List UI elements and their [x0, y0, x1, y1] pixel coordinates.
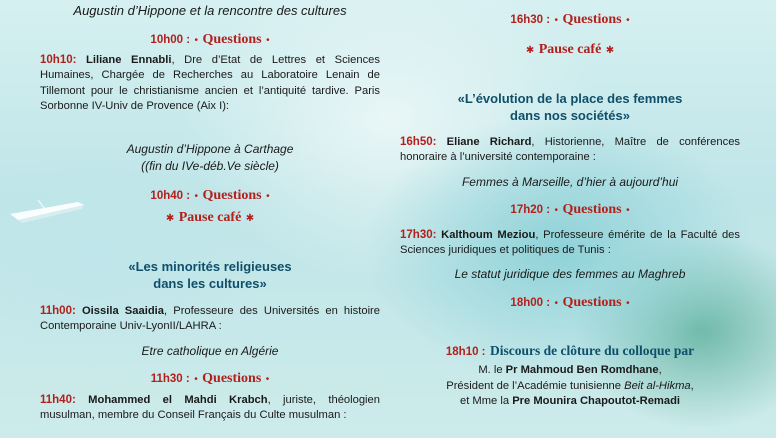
pause-cafe: ✱ Pause café ✱: [525, 42, 615, 57]
pause-cafe: ✱ Pause café ✱: [165, 210, 255, 225]
talk-krabch: 11h40: Mohammed el Mahdi Krabch, juriste, théologien musulman, membre du Conseil Français du Culte musulman :: [40, 394, 380, 422]
questions-slot: 18h00 : • Questions •: [510, 295, 630, 310]
session-title-minorites: «Les minorités religieuses dans les cultures»: [128, 259, 292, 291]
talk-ennabli: 10h10: Liliane Ennabli, Dre d’Etat de Lettres et Sciences Humaines, Chargée de Recherches au Laboratoire Lenain de Tillemont pour le christianisme ancien et l’antiquité tardive. Paris Sorbonne IV-Univ de Provence (Aix I):: [40, 54, 381, 112]
talk-title-ennabli: Augustin d’Hippone à Carthage ((fin du IVe-déb.Ve siècle): [126, 142, 294, 173]
closing-heading: 18h10 : Discours de clôture du colloque par: [445, 343, 695, 358]
talk-title-meziou: Le statut juridique des femmes au Maghreb: [454, 267, 686, 281]
session-title-femmes: «L’évolution de la place des femmes dans nos sociétés»: [457, 91, 683, 123]
closing-speakers: M. le Pr Mahmoud Ben Romdhane, Président de l’Académie tunisienne Beit al-Hikma, et Mme la Pre Mounira Chapoutot-Remadi: [446, 364, 694, 407]
talk-saaidia: 11h00: Oissila Saaidia, Professeure des Universités en histoire Contemporaine Univ-LyonII/LAHRA :: [40, 305, 380, 333]
talk-title-saaidia: Etre catholique en Algérie: [141, 344, 279, 358]
questions-slot: 17h20 : • Questions •: [510, 202, 630, 217]
questions-slot: 10h40 : • Questions •: [150, 188, 270, 203]
session-subtitle: Augustin d’Hippone et la rencontre des cultures: [73, 3, 347, 18]
talk-meziou: 17h30: Kalthoum Meziou, Professeure émérite de la Faculté des Sciences juridiques et politiques de Tunis :: [400, 229, 741, 257]
questions-slot: 10h00 : • Questions •: [150, 32, 270, 47]
talk-title-richard: Femmes à Marseille, d’hier à aujourd’hui: [461, 175, 679, 189]
questions-slot: 16h30 : • Questions •: [510, 12, 630, 27]
talk-richard: 16h50: Eliane Richard, Historienne, Maître de conférences honoraire à l’université contemporaine :: [400, 136, 741, 164]
questions-slot: 11h30 : • Questions •: [150, 371, 270, 386]
